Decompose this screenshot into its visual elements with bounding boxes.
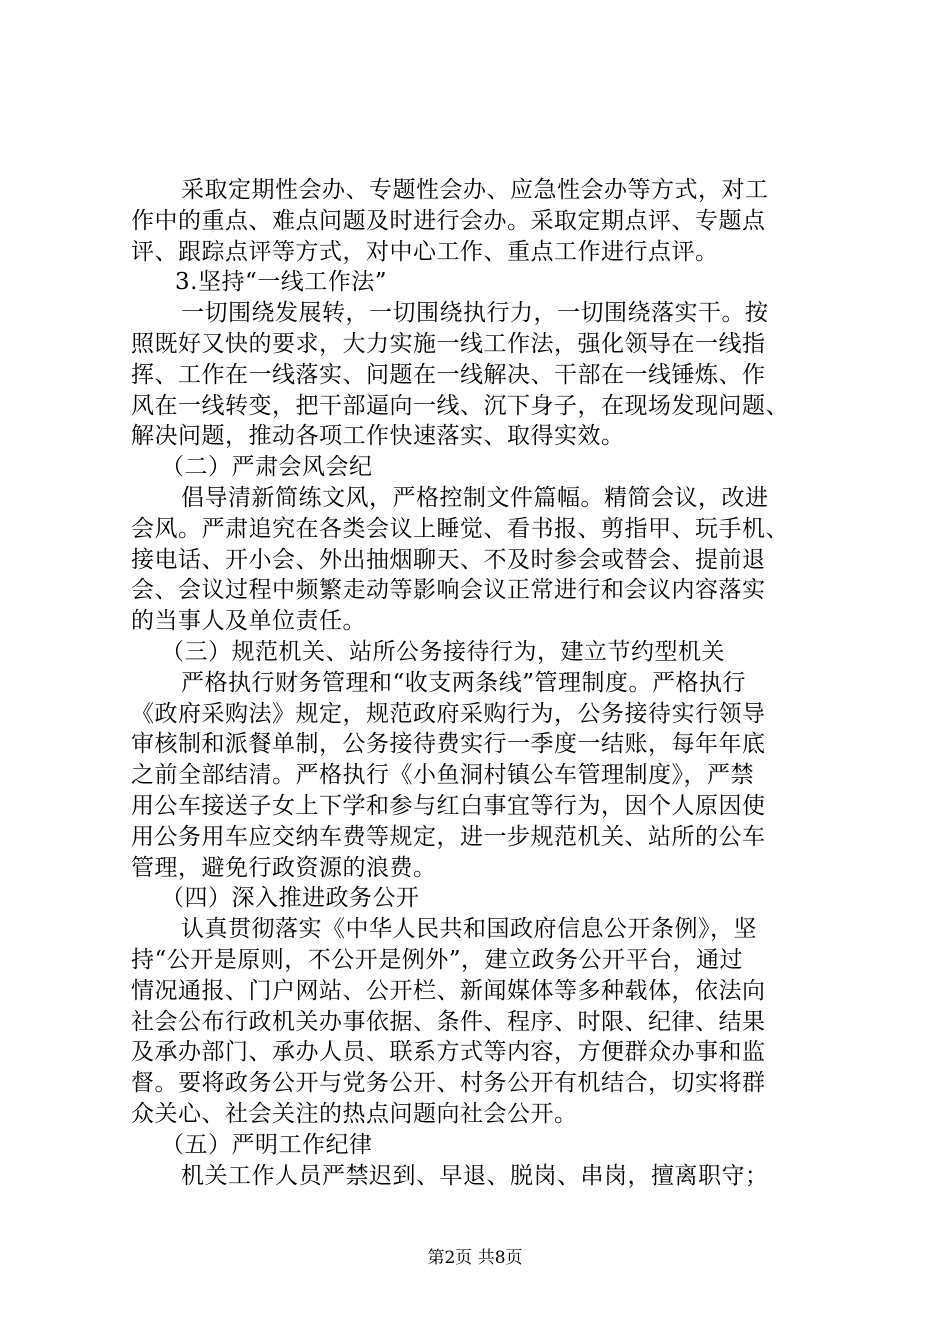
heading-text: 3.坚持“一线工作法” [175,269,387,296]
text-line: 解决问题，推动各项工作快速落实、取得实效。 [131,423,625,450]
text-line: 评、跟踪点评等方式，对中心工作、重点工作进行点评。 [131,238,719,265]
text-line: 照既好又快的要求，大力实施一线工作法，强化领导在一线指 [131,330,766,357]
paragraph [131,483,831,637]
section-heading [131,883,831,914]
text-line: 作中的重点、难点问题及时进行会办。采取定期点评、专题点 [131,207,766,234]
text-line: 认真贯彻落实《中华人民共和国政府信息公开条例》，坚 [181,916,757,943]
heading-text: （四）深入推进政务公开 [161,885,420,912]
text-line: 倡导清新简练文风，严格控制文件篇幅。精简会议，改进 [181,484,769,511]
paragraph [131,668,831,884]
paragraph [131,1161,831,1192]
heading-text: （三）规范机关、站所公务接待行为，建立节约型机关 [161,638,725,665]
text-line: 采取定期性会办、专题性会办、应急性会办等方式，对工 [181,177,769,203]
text-line: 严格执行财务管理和“收支两条线”管理制度。严格执行 [181,669,747,696]
text-line: 用公务用车应交纳车费等规定，进一步规范机关、站所的公车 [131,823,766,850]
text-line: 审核制和派餐单制，公务接待费实行一季度一结账，每年年底 [131,731,766,758]
paragraph [131,175,831,267]
text-line: 用公车接送子女上下学和参与红白事宜等行为，因个人原因使 [131,792,766,819]
heading-text: （二）严肃会风会纪 [161,454,373,481]
text-line: 风在一线转变，把干部逼向一线、沉下身子，在现场发现问题、 [131,392,789,419]
section-heading [131,1130,831,1161]
text-line: 及承办部门、承办人员、联系方式等内容，方便群众办事和监 [131,1039,766,1066]
text-line: 管理，避免行政资源的浪费。 [131,854,437,881]
section-heading [131,452,831,483]
text-line: 接电话、开小会、外出抽烟聊天、不及时参会或替会、提前退 [131,546,766,573]
text-line: 一切围绕发展转，一切围绕执行力，一切围绕落实干。按 [181,300,769,327]
text-line: 的当事人及单位责任。 [131,608,366,635]
section-heading [131,267,831,298]
text-line: 《政府采购法》规定，规范政府采购行为，公务接待实行领导 [131,700,766,727]
section-heading [131,637,831,668]
text-line: 会风。严肃追究在各类会议上睡觉、看书报、剪指甲、玩手机、 [131,515,789,542]
text-line: 社会公布行政机关办事依据、条件、程序、时限、纪律、结果 [131,1008,766,1035]
text-line: 会、会议过程中频繁走动等影响会议正常进行和会议内容落实 [131,577,766,604]
paragraph [131,914,831,1130]
text-line: 情况通报、门户网站、公开栏、新闻媒体等多种载体，依法向 [131,977,766,1004]
text-line: 机关工作人员严禁迟到、早退、脱岗、串岗，擅离职守； [181,1162,769,1189]
document-body [131,175,831,1191]
text-line: 督。要将政务公开与党务公开、村务公开有机结合，切实将群 [131,1070,766,1097]
text-line: 之前全部结清。严格执行《小鱼洞村镇公车管理制度》，严禁 [131,762,754,789]
text-line: 挥、工作在一线落实、问题在一线解决、干部在一线锤炼、作 [131,361,766,388]
text-line: 众关心、社会关注的热点问题向社会公开。 [131,1100,578,1127]
heading-text: （五）严明工作纪律 [161,1131,373,1158]
page-number: 第2页 共8页 [427,1248,523,1268]
text-line: 持“公开是原则，不公开是例外”，建立政务公开平台，通过 [131,946,744,973]
paragraph [131,298,831,452]
